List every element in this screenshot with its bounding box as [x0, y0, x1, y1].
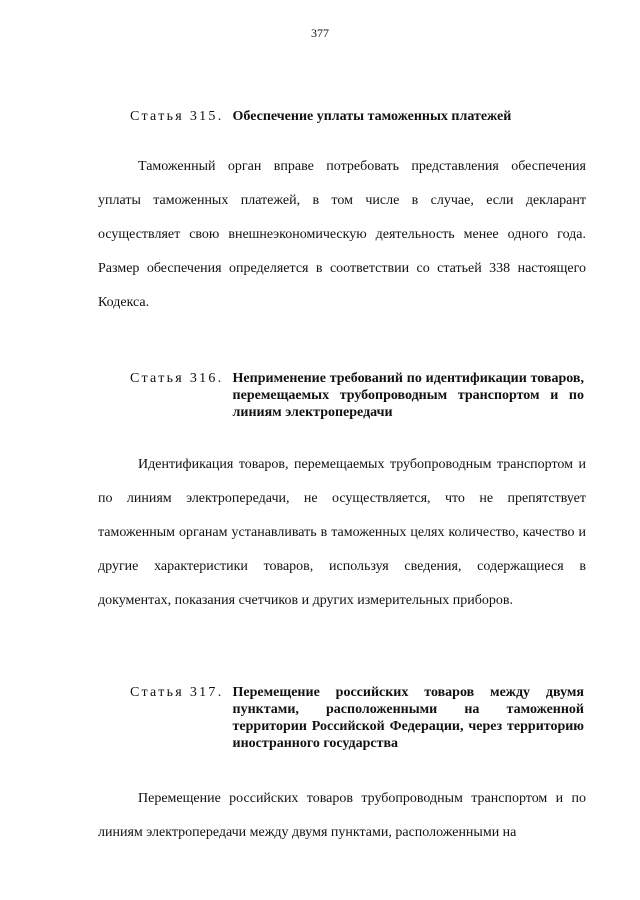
article-316-body: Идентификация товаров, перемещаемых трубопроводным транспортом и по линиям электропередачи, не осуществляется, что не препятствует таможенным органам устанавливать в таможенных целях количество, качество и другие характеристики товаров, используя сведения, содержащиеся в документах, показания счетчиков и других измерительных приборов. — [98, 457, 586, 608]
article-315-body: Таможенный орган вправе потребовать представления обеспечения уплаты таможенных платежей, в том числе в случае, если декларант осуществляет свою внешнеэкономическую деятельность менее одного года. Размер обеспечения определяется в соответствии со статьей 338 настоящего Кодекса. — [98, 159, 586, 310]
article-316-heading — [130, 370, 584, 421]
article-317-heading — [130, 684, 584, 752]
article-315-heading — [130, 108, 584, 125]
article-317-title: Перемещение российских товаров между двумя пунктами, расположенными на таможенной территории Российской Федерации, через территорию иностранного государства — [232, 685, 584, 751]
article-315-title: Обеспечение уплаты таможенных платежей — [232, 109, 512, 124]
article-317-label: Статья 317. — [130, 685, 224, 700]
article-315-label: Статья 315. — [130, 109, 224, 124]
article-317-body: Перемещение российских товаров трубопроводным транспортом и по линиям электропередачи между двумя пунктами, расположенными на — [98, 791, 586, 840]
article-316-label: Статья 316. — [130, 371, 224, 386]
article-316-title: Неприменение требований по идентификации товаров, перемещаемых трубопроводным транспортом и по линиям электропередачи — [232, 371, 584, 420]
page-number: 377 — [311, 26, 329, 40]
